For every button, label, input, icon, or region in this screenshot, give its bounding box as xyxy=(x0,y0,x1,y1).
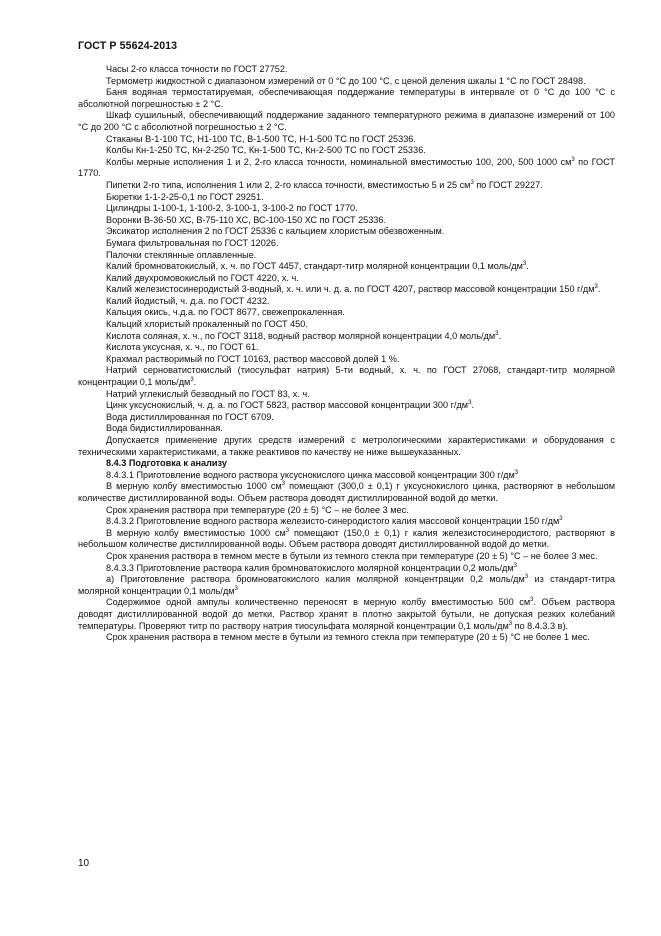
paragraph xyxy=(78,342,615,354)
paragraph xyxy=(78,134,615,146)
superscript: 3 xyxy=(514,469,519,476)
paragraph xyxy=(78,157,615,180)
paragraph xyxy=(78,319,615,331)
superscript: 3 xyxy=(190,376,194,383)
paragraph xyxy=(78,400,615,412)
paragraph xyxy=(78,435,615,458)
paragraph-text: Крахмал растворимый по ГОСТ 10163, раствор массовой долей 1 %. xyxy=(106,353,400,364)
paragraph-text: помещают (150,0 ± 0,1) г калия железистосинеродистого, растворяют в небольшом количестве дистиллированной воды. Объем раствора доводят дистиллированной водой до метки. xyxy=(78,527,615,550)
paragraph xyxy=(78,412,615,424)
paragraph-text: Кальция окись, ч.д.а. по ГОСТ 8677, свежепрокаленная. xyxy=(106,307,345,318)
paragraph xyxy=(78,296,615,308)
paragraph-text: Эксикатор исполнения 2 по ГОСТ 25336 с кальцием хлористым обезвоженным. xyxy=(106,226,445,237)
paragraph-text: . xyxy=(193,377,197,388)
section-heading xyxy=(78,458,615,470)
paragraph-text: . xyxy=(526,261,529,272)
paragraph-text: Калий железистосинеродистый 3-водный, х. ч. или ч. д. а. по ГОСТ 4207, раствор массовой концентрации 150 г/дм xyxy=(106,284,595,295)
paragraph-text: Содержимое одной ампулы количественно переносят в мерную колбу вместимостью 500 см xyxy=(106,597,531,608)
paragraph xyxy=(78,145,615,157)
paragraph-text: Колбы мерные исполнения 1 и 2, 2-го класса точности, номинальной вместимостью 100, 200, 500 1000 см xyxy=(106,156,572,167)
superscript: 3 xyxy=(513,562,517,569)
superscript: 3 xyxy=(530,597,534,604)
page-number: 10 xyxy=(78,858,90,869)
paragraph-text: Натрий углекислый безводный по ГОСТ 83, х. ч. xyxy=(106,388,310,399)
paragraph-text: 8.4.3.2 Приготовление водного раствора железисто-синеродистого калия массовой концентрации 150 г/дм xyxy=(106,516,560,527)
paragraph xyxy=(78,597,615,632)
paragraph xyxy=(78,307,615,319)
paragraph-text: Пипетки 2-го типа, исполнения 1 или 2, 2-го класса точности, вместимостью 5 и 25 см xyxy=(106,179,471,190)
paragraph xyxy=(78,261,615,273)
paragraph xyxy=(78,516,615,528)
paragraph-text: В мерную колбу вместимостью 1000 см xyxy=(106,527,286,538)
paragraph xyxy=(78,203,615,215)
paragraph-text: Часы 2-го класса точности по ГОСТ 27752. xyxy=(106,64,288,74)
superscript: 3 xyxy=(571,156,575,163)
page-header-title: ГОСТ Р 55624-2013 xyxy=(78,40,178,52)
paragraph xyxy=(78,331,615,343)
superscript: 3 xyxy=(522,261,527,268)
paragraph xyxy=(78,250,615,262)
paragraph xyxy=(78,528,615,551)
paragraph-text: помещают (300,0 ± 0,1) г уксуснокислого цинка, растворяют в небольшом количестве дистиллированной воды. Объем раствора доводят дистиллированной водой до метки. xyxy=(78,481,615,503)
paragraph-text: . xyxy=(597,284,601,295)
paragraph-text: . xyxy=(471,400,474,411)
paragraph xyxy=(78,574,615,597)
superscript: 3 xyxy=(234,585,238,592)
paragraph-text: Цилиндры 1-100-1, 1-100-2, 3-100-1, 3-100-2 по ГОСТ 1770. xyxy=(106,203,358,214)
paragraph xyxy=(78,423,615,435)
paragraph xyxy=(78,76,615,88)
paragraph-text: В мерную колбу вместимостью 1000 см xyxy=(106,481,282,492)
paragraph-text: Стаканы В-1-100 ТС, Н1-100 ТС, В-1-500 ТС, Н-1-500 ТС по ГОСТ 25336. xyxy=(106,133,416,144)
paragraph-text: Допускается применение других средств измерений с метрологическими характеристиками и оборудования с техническими характеристиками, а также реактивов по качеству не ниже вышеуказанных. xyxy=(78,435,615,457)
paragraph xyxy=(78,226,615,238)
paragraph-text: Вода дистиллированная по ГОСТ 6709. xyxy=(106,411,274,422)
paragraph xyxy=(78,505,615,517)
superscript: 3 xyxy=(559,516,563,523)
paragraph xyxy=(78,87,615,110)
paragraph-text: Колбы Кн-1-250 ТС, Кн-2-250 ТС, Кн-1-500 ТС, Кн-2-500 ТС по ГОСТ 25336. xyxy=(106,145,426,156)
paragraph-text: по ГОСТ 1770. xyxy=(78,156,615,179)
paragraph xyxy=(78,632,615,644)
paragraph xyxy=(78,481,615,504)
paragraph-text: Кальций хлористый прокаленный по ГОСТ 450. xyxy=(106,319,308,330)
paragraph-text: Срок хранения раствора в темном месте в бутыли из темного стекла при температуре (20 ± 5) °С – не более 3 мес. xyxy=(106,550,598,561)
paragraph xyxy=(78,192,615,204)
paragraph-text: Цинк уксуснокислый, ч. д. а. по ГОСТ 5823, раствор массовой концентрации 300 г/дм xyxy=(106,400,469,411)
paragraph-text: 8.4.3 Подготовка к анализу xyxy=(106,458,227,469)
paragraph xyxy=(78,284,615,296)
paragraph xyxy=(78,110,615,133)
paragraph xyxy=(78,64,615,76)
paragraph xyxy=(78,238,615,250)
paragraph-text: Термометр жидкостной с диапазоном измерений от 0 °С до 100 °С, с ценой деления шкалы 1 °С по ГОСТ 28498. xyxy=(106,75,586,86)
paragraph-text: Калий двухромовокислый по ГОСТ 4220, х. ч. xyxy=(106,272,299,283)
paragraph-text: Срок хранения раствора при температуре (20 ± 5) °С – не более 3 мес. xyxy=(106,504,409,515)
paragraph-text: 8.4.3.1 Приготовление водного раствора уксуснокислого цинка массовой концентрации 300 г/дм xyxy=(106,469,515,480)
paragraph-text: Бюретки 1-1-2-25-0,1 по ГОСТ 29251. xyxy=(106,191,264,202)
paragraph-text: . Объем раствора доводят дистиллированной водой до метки. Раствор хранят в плотно закрытой бутыли, не допуская резких колебаний температуры. Проверяют титр по раствору натрия тиосульфата молярной концентрации 0,1 моль/дм xyxy=(78,597,615,631)
document-body xyxy=(78,64,615,644)
paragraph-text: Натрий серноватистокислый (тиосульфат натрия) 5-ти водный, х. ч. по ГОСТ 27068, стандарт-титр молярной концентрации 0,1 моль/дм xyxy=(78,365,615,388)
paragraph-text: Срок хранения раствора в темном месте в бутыли из темного стекла при температуре (20 ± 5) °С не более 1 мес. xyxy=(106,632,590,643)
paragraph-text: Палочки стеклянные оплавленные. xyxy=(106,249,257,260)
paragraph xyxy=(78,551,615,563)
paragraph-text: Шкаф сушильный, обеспечивающий поддержание заданного температурного режима в диапазоне измерений от 100 °С до 200 °С с абсолютной погрешностью ± 2 °С. xyxy=(78,110,615,132)
paragraph-text: из стандарт-титра молярной концентрации 0,1 моль/дм xyxy=(78,574,615,596)
paragraph-text: по 8.4.3.3 в). xyxy=(512,620,569,631)
superscript: 3 xyxy=(524,574,529,581)
superscript: 3 xyxy=(594,284,598,291)
paragraph-text: 8.4.3.3 Приготовление раствора калия бромноватокислого молярной концентрации 0,2 моль/дм xyxy=(106,562,514,573)
paragraph-text: Баня водяная термостатируемая, обеспечивающая поддержание температуры в интервале от 0 °С до 100 °С с абсолютной погрешностью ± 2 °С. xyxy=(78,87,615,109)
paragraph-text: Вода бидистиллированная. xyxy=(106,423,223,434)
paragraph-text: . xyxy=(498,330,501,341)
paragraph-text: Калий бромноватокислый, х. ч. по ГОСТ 4457, стандарт-титр молярной концентрации 0,1 моль/дм xyxy=(106,261,523,272)
superscript: 3 xyxy=(281,481,286,488)
superscript: 3 xyxy=(470,179,474,186)
paragraph-text: Бумага фильтровальная по ГОСТ 12026. xyxy=(106,237,279,248)
paragraph xyxy=(78,215,615,227)
superscript: 3 xyxy=(285,527,290,534)
paragraph xyxy=(78,354,615,366)
paragraph-text: по ГОСТ 29227. xyxy=(473,179,543,190)
superscript: 3 xyxy=(468,400,472,407)
superscript: 3 xyxy=(508,620,513,627)
paragraph xyxy=(78,365,615,388)
paragraph xyxy=(78,470,615,482)
superscript: 3 xyxy=(495,330,499,337)
paragraph-text: Воронки В-36-50 ХС, В-75-110 ХС, ВС-100-150 ХС по ГОСТ 25336. xyxy=(106,214,386,225)
paragraph xyxy=(78,180,615,192)
paragraph-text: Кислота соляная, х. ч., по ГОСТ 3118, водный раствор молярной концентрации 4,0 моль/дм xyxy=(106,330,496,341)
paragraph-text: Кислота уксусная, х. ч., по ГОСТ 61. xyxy=(106,342,259,353)
paragraph xyxy=(78,273,615,285)
paragraph xyxy=(78,389,615,401)
paragraph xyxy=(78,563,615,575)
paragraph-text: а) Приготовление раствора бромноватокислого калия молярной концентрации 0,2 моль/дм xyxy=(106,574,525,585)
paragraph-text: Калий йодистый, ч. д.а. по ГОСТ 4232. xyxy=(106,295,270,306)
